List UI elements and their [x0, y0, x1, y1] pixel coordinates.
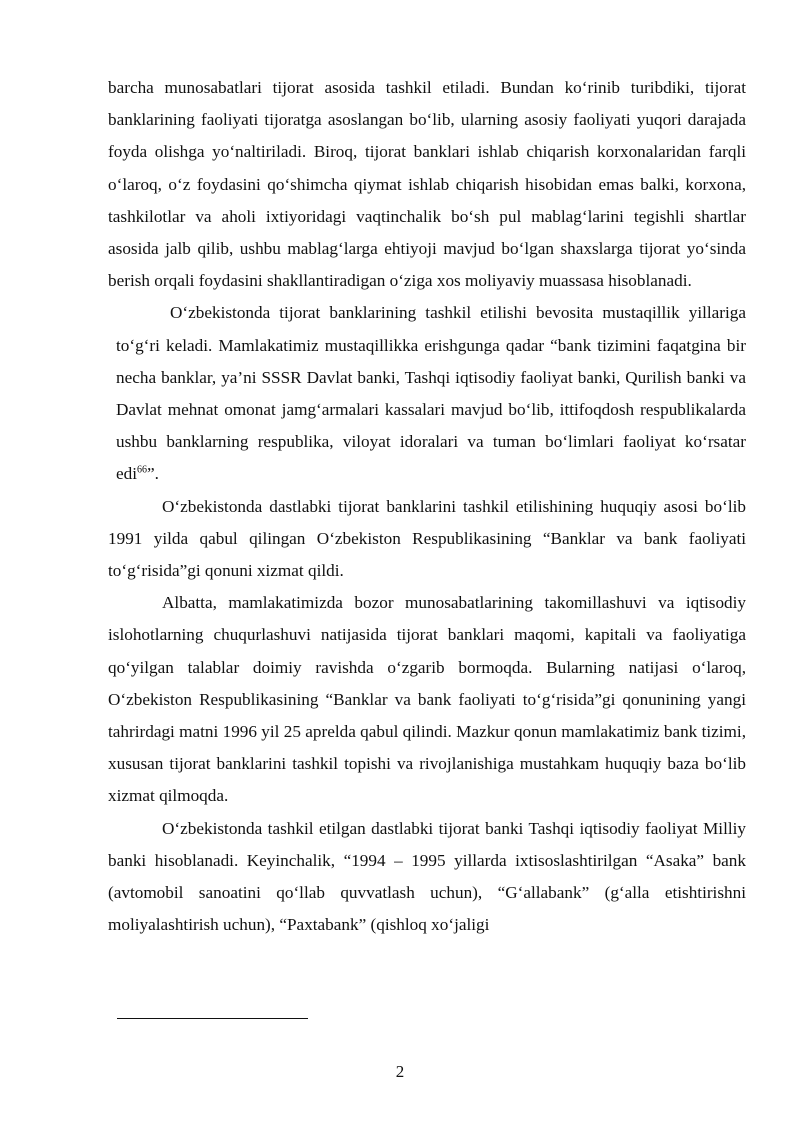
paragraph-2 [108, 297, 746, 490]
paragraph-1: barcha munosabatlari tijorat asosida tashkil etiladi. Bundan ko‘rinib turibdiki, tijorat banklarining faoliyati tijoratga asoslangan bo‘lib, ularning asosiy faoliyati yuqori darajada foyda olishga yo‘naltiriladi. Biroq, tijorat banklari ishlab chiqarish korxonalaridan farqli o‘laroq, o‘z foydasini qo‘shimcha qiymat ishlab chiqarish hisobidan emas balki, korxona, tashkilotlar va aholi ixtiyoridagi vaqtinchalik bo‘sh pul mablag‘larini tegishli shartlar asosida jalb qilib, ushbu mablag‘larga ehtiyoji mavjud bo‘lgan shaxslarga tijorat yo‘sinda berish orqali foydasini shakllantiradigan o‘ziga xos moliyaviy muassasa hisoblanadi. [108, 78, 746, 291]
body-text [108, 72, 746, 941]
page-number: 2 [395, 1062, 405, 1081]
paragraph-4: Albatta, mamlakatimizda bozor munosabatlarining takomillashuvi va iqtisodiy islohotlarning chuqurlashuvi natijasida tijorat banklari maqomi, kapitali va faoliyatiga qo‘yilgan talablar doimiy ravishda o‘zgarib bormoqda. Bularning natijasi o‘laroq, O‘zbekiston Respublikasining “Banklar va bank faoliyati to‘g‘risida”gi qonunining yangi tahrirdagi matni 1996 yil 25 aprelda qabul qilindi. Mazkur qonun mamlakatimiz bank tizimi, xususan tijorat banklarini tashkil topishi va rivojlanishiga mustahkam huquqiy baza bo‘lib xizmat qilmoqda. [108, 593, 746, 806]
paragraph-2-text: O‘zbekistonda tijorat banklarining tashkil etilishi bevosita mustaqillik yillariga to‘g‘ri keladi. Mamlakatimiz mustaqillikka erishgunga qadar “bank tizimini faqatgina bir necha banklar, ya’ni SSSR Davlat banki, Tashqi iqtisodiy faoliyat banki, Qurilish banki va Davlat mehnat omonat jamg‘armalari kassalari mavjud bo‘lib, ittifoqdosh respublikalarda ushbu banklarning respublika, viloyat idoralari va tuman bo‘limlari faoliyat ko‘rsatar edi [116, 303, 746, 484]
footnote-reference[interactable]: 66 [137, 464, 147, 476]
paragraph-2-closing-quote: ”. [147, 464, 159, 484]
paragraph-5: O‘zbekistonda tashkil etilgan dastlabki tijorat banki Tashqi iqtisodiy faoliyat Milliy banki hisoblanadi. Keyinchalik, “1994 – 1995 yillarda ixtisoslashtirilgan “Asaka” bank (avtomobil sanoatini qo‘llab quvvatlash uchun), “G‘allabank” (g‘alla etishtirishni moliyalashtirish uchun), “Paxtabank” (qishloq xo‘jaligi [108, 818, 746, 935]
paragraph-3: O‘zbekistonda dastlabki tijorat banklarini tashkil etilishining huquqiy asosi bo‘lib 1991 yilda qabul qilingan O‘zbekiston Respublikasining “Banklar va bank faoliyati to‘g‘risida”gi qonuni xizmat qildi. [108, 496, 746, 581]
footnote-separator [117, 1018, 308, 1019]
